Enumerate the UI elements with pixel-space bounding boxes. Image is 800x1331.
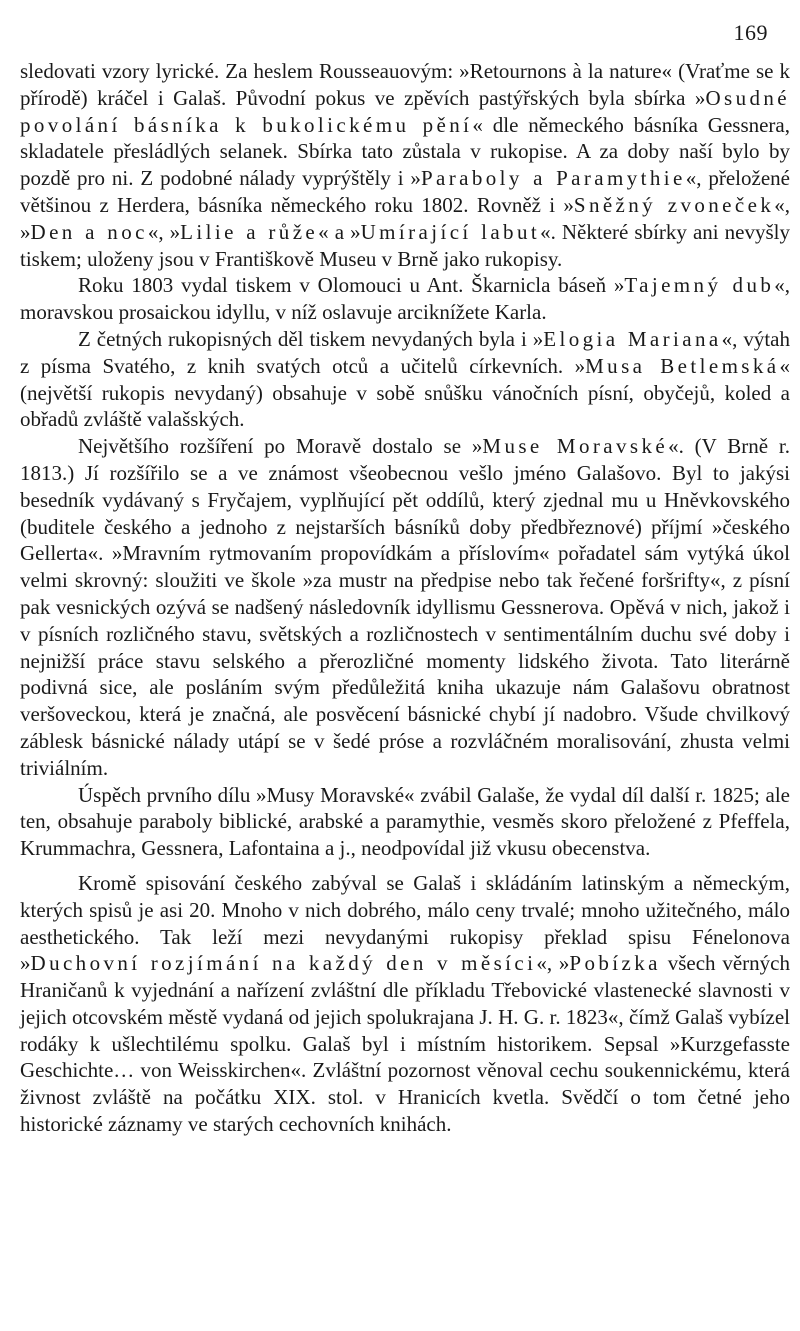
spaced-title: Musa Betlemská — [585, 353, 780, 378]
paragraph — [20, 58, 790, 272]
spaced-title: Osudné povolání básníka k bukolickému pění — [20, 85, 790, 137]
text-run: Z četných rukopisných děl tiskem nevydaných byla i » — [78, 326, 544, 351]
spaced-title: Elogia Mariana — [543, 326, 722, 351]
text-run: Největšího rozšíření po Moravě dostalo se » — [78, 434, 483, 459]
paragraph — [20, 272, 790, 326]
spaced-title: Den a noc — [30, 219, 148, 244]
spaced-title: Tajemný dub — [624, 273, 775, 298]
text-run: «, moravskou prosaickou idyllu, v níž oslavuje arciknížete Karla. — [20, 273, 790, 325]
text-run: «. Některé sbírky ani nevyšly tiskem; uloženy jsou v Františkově Museu v Brně jako rukopisy. — [20, 219, 790, 271]
paragraph — [20, 870, 790, 1138]
text-run: «, » — [147, 219, 181, 244]
paragraph — [20, 782, 790, 862]
paragraph — [20, 326, 790, 433]
text-run: «, » — [536, 951, 570, 976]
spaced-title: Umírající labut — [360, 219, 541, 244]
text-run: «, přeložené většinou z Herdera, básníka německého roku 1802. Rovněž i » — [20, 166, 790, 217]
text-run: Roku 1803 vydal tiskem v Olomouci u Ant. Škarnicla báseň » — [78, 273, 625, 298]
text-run: « (největší rukopis nevydaný) obsahuje v sobě snůšku vánočních písní, obyčejů, koled a obřadů zvláště valašských. — [20, 353, 790, 432]
spaced-title: Sněžný zvoneček — [573, 192, 775, 217]
paragraph — [20, 433, 790, 781]
text-run: «, » — [20, 192, 790, 244]
text-run: « a » — [318, 219, 361, 244]
spaced-title: Lilie a růže — [180, 219, 319, 244]
spaced-title: Duchovní rozjímání na každý den v měsíci — [30, 951, 537, 976]
spaced-title: Pobízka — [569, 951, 661, 976]
spaced-title: Muse Moravské — [482, 434, 669, 459]
text-run: «. (V Brně r. 1813.) Jí rozšířilo se a ve známost všeobecnou vešlo jméno Galašovo. Byl to jakýsi besedník vydávaný s Fryčajem, vyplňující pět oddílů, který zjednal mu u Hněvkovského (buditele českého a jednoho z nejstarších básníků doby předbřeznové) příjmí »českého Gellerta«. »Mravním rytmovaním propovídkám a příslovím« pořadatel sám vytýká úkol velmi skrovný: sloužiti ve škole »za mustr na předpise nebo tak řečené foršrifty«, z písní pak vesnických ozývá se nadšený následovník idyllismu Gessnerova. Opěvá v nich, jakož i v písních rozličného stavu, světských a rozličnostech v sentimentálním duchu své doby i nejnižší práce stavu selského a přerozličné momenty lidského života. Tato literárně podivná sice, ale posláním svým předůležitá kniha ukazuje nám Galašovu obratnost veršoveckou, která je značná, ale posvěcení básnické chybí jí nadobro. Všude chvilkový záblesk básnické nálady utápí se v šedé próse a rozvláčném moralisování, zhusta velmi triviálním. — [20, 434, 790, 780]
text-run: Kromě spisování českého zabýval se Galaš i skládáním latinským a německým, kterých spisů je asi 20. Mnoho v nich dobrého, málo ceny trvalé; mnoho užitečného, málo aesthetického. Tak leží mezi nevydanými rukopisy překlad spisu Fénelonova » — [20, 870, 790, 976]
text-run: Úspěch prvního dílu »Musy Moravské« zvábil Galaše, že vydal díl další r. 1825; ale ten, obsahuje paraboly biblické, arabské a paramythie, vesměs skoro přeložené z Pfeffela, Krummachra, Gessnera, Lafontaina a j., neodpovídal již vkusu obecenstva. — [20, 782, 790, 861]
spaced-title: Paraboly a Paramythie — [420, 166, 686, 191]
page-number: 169 — [733, 20, 768, 45]
text-run: «, výtah z písma Svatého, z knih svatých otců a učitelů církevních. » — [20, 326, 790, 378]
text-run: sledovati vzory lyrické. Za heslem Rousseauovým: »Retournons à la nature« (Vraťme se k přírodě) kráčel i Galaš. Původní pokus ve zpěvích pastýřských byla sbírka » — [20, 59, 790, 110]
body-text — [20, 58, 790, 1138]
text-run: všech věrných Hraničanů k vyjednání a nařízení zvláštní dle příkladu Třebovické vlastenecké slavnosti v jejich otcovském městě vydaná od jejich spolukrajana J. H. G. r. 1823«, čímž Galaš vybízel rodáky k ušlechtilému spolku. Galaš byl i místním historikem. Sepsal »Kurzgefasste Geschichte… von Weisskirchen«. Zvláštní pozornost věnoval cechu soukennickému, která živnost zvláště na počátku XIX. stol. v Hranicích kvetla. Svědčí o tom četné jeho historické záznamy ve starých cechovních knihách. — [20, 951, 790, 1137]
text-run: « dle německého básníka Gessnera, skladatele přesládlých selanek. Sbírka tato zůstala v rukopise. A za doby naší bylo by pozdě pro ni. Z podobné nálady vyprýštěly i » — [20, 112, 790, 191]
